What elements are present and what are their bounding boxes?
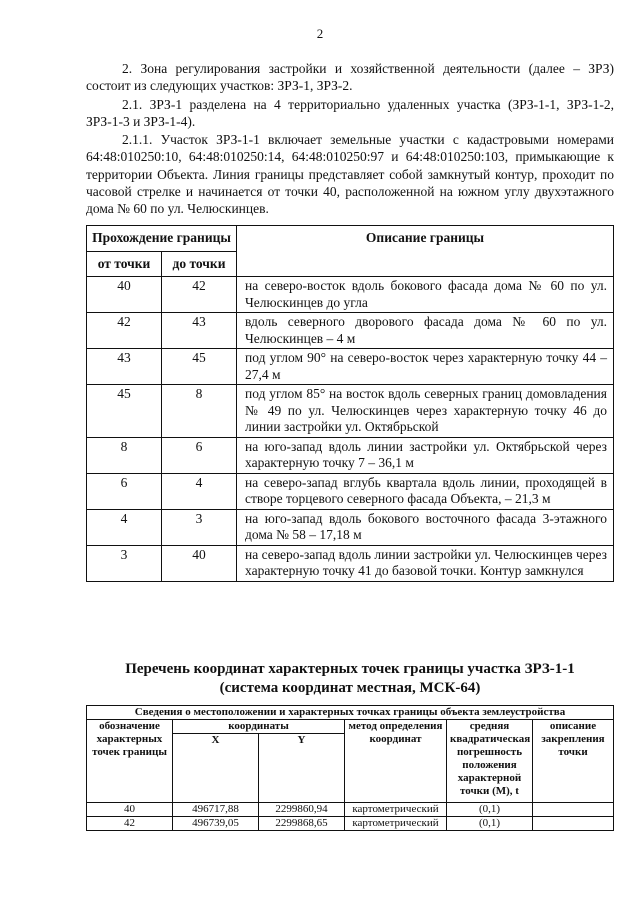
coordinates-list-title	[86, 660, 614, 698]
paragraph-zone: 2. Зона регулирования застройки и хозяйственной деятельности (далее – ЗРЗ) состоит из следующих участков: ЗРЗ-1, ЗРЗ-2.	[86, 61, 614, 94]
coordinates-title-line-2: (система координат местная, МСК-64)	[219, 680, 481, 696]
to-point: 8	[162, 385, 237, 438]
fixing-value	[533, 817, 614, 831]
table-row	[87, 509, 614, 545]
fixing-value	[533, 803, 614, 817]
coordinates-title-line-1: Перечень координат характерных точек границы участка ЗРЗ-1-1	[125, 661, 575, 677]
page-number: 2	[316, 26, 324, 41]
header-y: Y	[259, 734, 345, 803]
boundary-segment-description: на северо-запад вглубь квартала вдоль линии, проходящей в створе торцевого северного фасада Объекта, – 21,3 м	[237, 473, 614, 509]
coordinate-y: 2299860,94	[259, 803, 345, 817]
table-row	[87, 349, 614, 385]
boundary-segment-description: на юго-запад вдоль бокового восточного фасада 3-этажного дома № 58 – 17,18 м	[237, 509, 614, 545]
to-point: 3	[162, 509, 237, 545]
from-point: 3	[87, 545, 162, 581]
to-point: 43	[162, 313, 237, 349]
from-point: 42	[87, 313, 162, 349]
paragraph-zrz1: 2.1. ЗРЗ-1 разделена на 4 территориально удаленных участка (ЗРЗ-1-1, ЗРЗ-1-2, ЗРЗ-1-3 и ЗРЗ-1-4).	[86, 96, 614, 129]
boundary-segment-description: на северо-восток вдоль бокового фасада дома № 60 по ул. Челюскинцев до угла	[237, 277, 614, 313]
boundary-description-table	[86, 225, 614, 582]
from-point: 43	[87, 349, 162, 385]
to-point: 40	[162, 545, 237, 581]
point-number: 40	[87, 803, 173, 817]
header-point-fixing: описание закрепления точки	[533, 720, 614, 803]
from-point: 6	[87, 473, 162, 509]
header-point-designation: обозначение характерных точек границы	[87, 720, 173, 803]
boundary-segment-description: под углом 90° на северо-восток через характерную точку 44 – 27,4 м	[237, 349, 614, 385]
intro-text	[86, 60, 614, 219]
header-coordinates: координаты	[173, 720, 345, 734]
table-row	[87, 313, 614, 349]
header-boundary-description: Описание границы	[237, 226, 614, 277]
method-value: картометрический	[345, 803, 447, 817]
table-row	[87, 545, 614, 581]
table-row	[87, 277, 614, 313]
to-point: 42	[162, 277, 237, 313]
from-point: 45	[87, 385, 162, 438]
boundary-segment-description: на юго-запад вдоль линии застройки ул. Октябрьской через характерную точку 7 – 36,1 м	[237, 437, 614, 473]
header-method: метод определения координат	[345, 720, 447, 803]
coordinate-x: 496717,88	[173, 803, 259, 817]
table-row	[87, 473, 614, 509]
coordinate-y: 2299868,65	[259, 817, 345, 831]
boundary-segment-description: на северо-запад вдоль линии застройки ул. Челюскинцев через характерную точку 41 до базовой точки. Контур замкнулся	[237, 545, 614, 581]
from-point: 4	[87, 509, 162, 545]
header-to-point: до точки	[162, 251, 237, 277]
table-row	[87, 437, 614, 473]
header-from-point: от точки	[87, 251, 162, 277]
coordinate-x: 496739,05	[173, 817, 259, 831]
to-point: 45	[162, 349, 237, 385]
paragraph-section-zrz-1-1: 2.1.1. Участок ЗРЗ-1-1 включает земельные участки с кадастровыми номерами 64:48:010250:10, 64:48:010250:14, 64:48:010250:97 и 64:48:010250:103, примыкающие к территории Объекта. Линия границы представляет собой замкнутый контур, проходит по часовой стрелке и начинается от точки 40, расположенной на южном углу двухэтажного дома № 60 по ул. Челюскинцев.	[86, 132, 614, 217]
header-boundary-passage: Прохождение границы	[87, 226, 237, 252]
header-mean-square-error: средняя квадратическая погрешность положения характерной точки (М), t	[447, 720, 533, 803]
boundary-segment-description: под углом 85° на восток вдоль северных границ домовладения № 49 по ул. Челюскинцев через характерную точку 46 до линии застройки ул. Октябрьской	[237, 385, 614, 438]
boundary-segment-description: вдоль северного дворового фасада дома № 60 по ул. Челюскинцев – 4 м	[237, 313, 614, 349]
method-value: картометрический	[345, 817, 447, 831]
coordinates-table	[86, 705, 614, 831]
table-row	[87, 803, 614, 817]
error-value: (0,1)	[447, 817, 533, 831]
table-row	[87, 385, 614, 438]
to-point: 6	[162, 437, 237, 473]
point-number: 42	[87, 817, 173, 831]
from-point: 8	[87, 437, 162, 473]
header-x: X	[173, 734, 259, 803]
table-row	[87, 817, 614, 831]
to-point: 4	[162, 473, 237, 509]
error-value: (0,1)	[447, 803, 533, 817]
coordinates-table-caption: Сведения о местоположении и характерных точках границы объекта землеустройства	[87, 706, 614, 720]
from-point: 40	[87, 277, 162, 313]
